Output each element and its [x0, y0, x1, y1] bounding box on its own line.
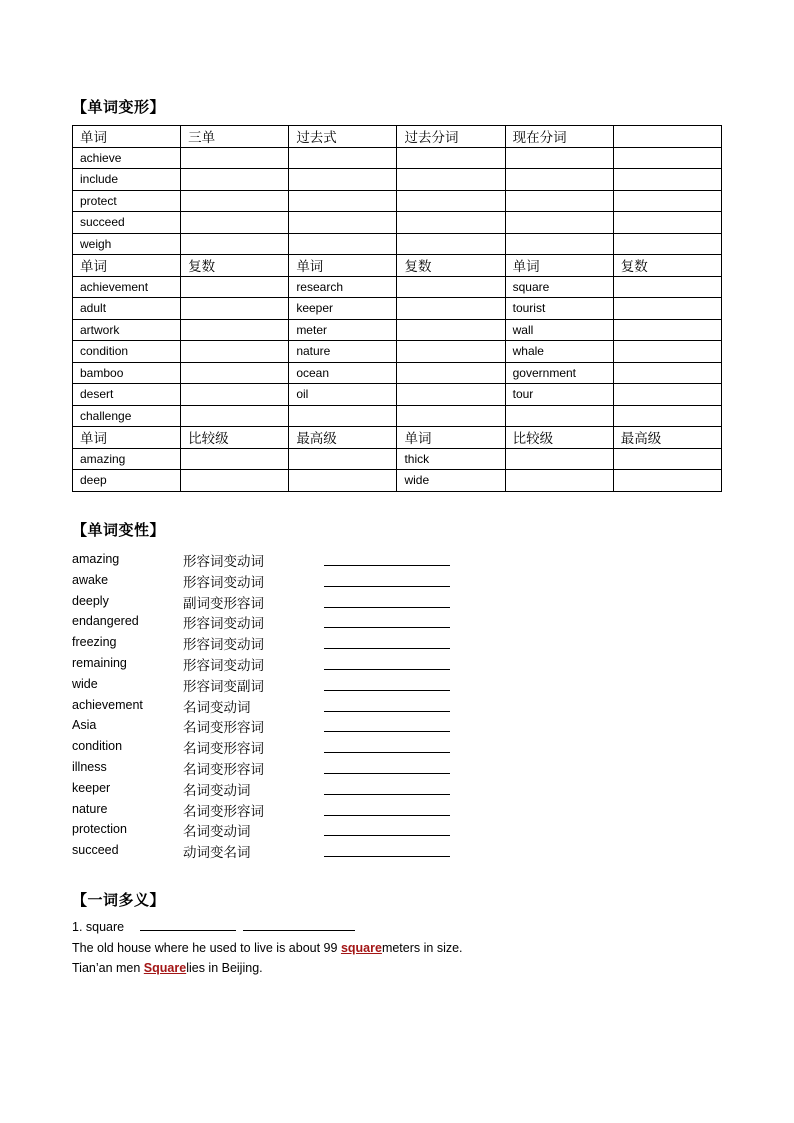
list-item — [72, 675, 472, 696]
answer-cell[interactable] — [289, 233, 397, 255]
table-cell: 复数 — [613, 255, 721, 277]
derivation-task: 名词变动词 — [183, 699, 251, 716]
list-item — [72, 654, 472, 675]
answer-blank[interactable] — [324, 711, 450, 712]
table-cell: artwork — [73, 319, 181, 341]
list-item — [72, 779, 472, 800]
table-cell: 过去分词 — [397, 126, 505, 148]
answer-blank[interactable] — [324, 794, 450, 795]
table-cell: 单词 — [505, 255, 613, 277]
derivation-task: 形容词变动词 — [183, 616, 264, 633]
derivation-task: 形容词变动词 — [183, 574, 264, 591]
derivation-task: 形容词变副词 — [183, 678, 264, 695]
sentence1-keyword: square — [340, 941, 382, 955]
derivation-word: condition — [72, 739, 123, 754]
derivation-task: 名词变形容词 — [183, 720, 264, 737]
table-cell: bamboo — [73, 362, 181, 384]
table-cell: achieve — [73, 147, 181, 169]
answer-cell[interactable] — [505, 169, 613, 191]
table-row — [73, 384, 722, 406]
answer-blank[interactable] — [324, 815, 450, 816]
table-cell: tourist — [505, 298, 613, 320]
answer-cell[interactable] — [397, 319, 505, 341]
table-row — [73, 405, 722, 427]
derivation-word: achievement — [72, 697, 143, 712]
answer-blank[interactable] — [324, 607, 450, 608]
table-row — [73, 233, 722, 255]
list-item — [72, 571, 472, 592]
derivation-word: amazing — [72, 552, 120, 566]
answer-blank[interactable] — [324, 690, 450, 691]
answer-cell[interactable] — [397, 384, 505, 406]
table-row — [73, 169, 722, 191]
table-row — [73, 362, 722, 384]
section-title-polysemy: 【一词多义】 — [72, 891, 166, 909]
table-cell: government — [505, 362, 613, 384]
answer-blank[interactable] — [324, 773, 450, 774]
list-item — [72, 696, 472, 717]
answer-cell[interactable] — [397, 190, 505, 212]
answer-cell[interactable] — [289, 212, 397, 234]
answer-cell[interactable] — [613, 448, 721, 470]
section-title-word-derivation: 【单词变性】 — [72, 521, 166, 539]
answer-cell[interactable] — [613, 341, 721, 363]
table-cell: amazing — [73, 448, 181, 470]
list-item — [72, 800, 472, 821]
table-cell: condition — [73, 341, 181, 363]
table-cell: adult — [73, 298, 181, 320]
table-cell: thick — [397, 448, 505, 470]
list-item — [72, 550, 472, 571]
answer-cell[interactable] — [505, 212, 613, 234]
table-cell: 单词 — [73, 427, 181, 449]
answer-cell[interactable] — [289, 169, 397, 191]
derivation-word: Asia — [72, 718, 97, 733]
answer-cell[interactable] — [181, 384, 289, 406]
answer-cell[interactable] — [613, 298, 721, 320]
answer-cell[interactable] — [181, 233, 289, 255]
derivation-word: freezing — [72, 635, 117, 650]
answer-cell[interactable] — [613, 384, 721, 406]
answer-blank[interactable] — [324, 648, 450, 649]
answer-blank[interactable] — [324, 752, 450, 753]
answer-cell[interactable] — [397, 212, 505, 234]
sentence2-keyword: Square — [143, 961, 187, 975]
table-cell: 单词 — [73, 126, 181, 148]
derivation-task: 名词变动词 — [183, 824, 251, 841]
answer-cell[interactable] — [181, 362, 289, 384]
derivation-word: remaining — [72, 655, 127, 670]
answer-cell[interactable] — [505, 405, 613, 427]
table-cell: 复数 — [397, 255, 505, 277]
table-header-row — [73, 427, 722, 449]
answer-cell[interactable] — [397, 276, 505, 298]
answer-cell[interactable] — [613, 362, 721, 384]
table-cell: include — [73, 169, 181, 191]
derivation-word: protection — [72, 822, 127, 837]
table-cell: 单词 — [397, 427, 505, 449]
table-cell: deep — [73, 470, 181, 492]
derivation-task: 形容词变动词 — [183, 657, 264, 674]
derivation-word: keeper — [72, 780, 111, 795]
table-cell: wall — [505, 319, 613, 341]
answer-cell[interactable] — [289, 190, 397, 212]
answer-cell[interactable] — [613, 169, 721, 191]
answer-cell[interactable] — [613, 233, 721, 255]
table-cell: square — [505, 276, 613, 298]
sentence1-before: The old house where he used to live is about 99 — [72, 941, 341, 955]
answer-cell[interactable] — [397, 341, 505, 363]
answer-cell[interactable] — [181, 169, 289, 191]
answer-cell[interactable] — [505, 448, 613, 470]
answer-cell[interactable] — [505, 190, 613, 212]
sentence2-before: Tian’an men — [72, 961, 144, 975]
table-cell: 比较级 — [505, 427, 613, 449]
derivation-word: illness — [72, 759, 107, 774]
table-row — [73, 212, 722, 234]
table-cell: meter — [289, 319, 397, 341]
list-item — [72, 633, 472, 654]
derivation-word: endangered — [72, 614, 139, 629]
table-cell: achievement — [73, 276, 181, 298]
table-row — [73, 341, 722, 363]
table-cell: wide — [397, 470, 505, 492]
table-cell: research — [289, 276, 397, 298]
answer-cell[interactable] — [397, 405, 505, 427]
table-row — [73, 190, 722, 212]
section-title-word-forms: 【单词变形】 — [72, 98, 166, 116]
answer-blank[interactable] — [324, 669, 450, 670]
derivation-list — [72, 550, 472, 862]
answer-blank[interactable] — [324, 586, 450, 587]
answer-cell[interactable] — [613, 212, 721, 234]
derivation-task: 名词变形容词 — [183, 761, 264, 778]
derivation-task: 名词变动词 — [183, 782, 251, 799]
table-cell: oil — [289, 384, 397, 406]
answer-cell[interactable] — [181, 147, 289, 169]
sentence2-after: lies in Beijing. — [186, 961, 263, 975]
derivation-task: 形容词变动词 — [183, 637, 264, 654]
table-cell: 最高级 — [289, 427, 397, 449]
table-row — [73, 470, 722, 492]
table-cell: 现在分词 — [505, 126, 613, 148]
polysemy-item — [72, 920, 355, 934]
table-row — [73, 276, 722, 298]
list-item — [72, 592, 472, 613]
answer-cell[interactable] — [613, 276, 721, 298]
answer-blank[interactable] — [324, 835, 450, 836]
answer-cell[interactable] — [289, 147, 397, 169]
table-cell: 单词 — [73, 255, 181, 277]
example-sentence-2 — [72, 961, 263, 975]
answer-cell[interactable] — [505, 470, 613, 492]
derivation-word: wide — [72, 676, 98, 691]
answer-cell[interactable] — [181, 470, 289, 492]
answer-cell[interactable] — [505, 147, 613, 169]
answer-blank-2[interactable] — [243, 920, 355, 931]
derivation-task: 名词变形容词 — [183, 741, 264, 758]
list-item — [72, 716, 472, 737]
table-cell: 过去式 — [289, 126, 397, 148]
table-cell: 比较级 — [181, 427, 289, 449]
answer-blank[interactable] — [324, 627, 450, 628]
answer-cell[interactable] — [613, 319, 721, 341]
derivation-task: 名词变形容词 — [183, 803, 264, 820]
answer-cell[interactable] — [613, 147, 721, 169]
table-cell: keeper — [289, 298, 397, 320]
table-row — [73, 319, 722, 341]
word-forms-table — [72, 125, 722, 492]
answer-cell[interactable] — [181, 190, 289, 212]
answer-cell[interactable] — [397, 147, 505, 169]
derivation-task: 副词变形容词 — [183, 595, 264, 612]
table-cell: protect — [73, 190, 181, 212]
table-header-row — [73, 255, 722, 277]
list-item — [72, 841, 472, 862]
answer-cell[interactable] — [181, 341, 289, 363]
answer-cell[interactable] — [289, 405, 397, 427]
list-item — [72, 737, 472, 758]
answer-cell[interactable] — [289, 448, 397, 470]
answer-blank-1[interactable] — [140, 920, 236, 931]
answer-cell[interactable] — [613, 470, 721, 492]
answer-cell[interactable] — [397, 233, 505, 255]
answer-blank[interactable] — [324, 565, 450, 566]
table-cell: weigh — [73, 233, 181, 255]
answer-cell[interactable] — [505, 233, 613, 255]
answer-cell[interactable] — [289, 470, 397, 492]
answer-cell[interactable] — [181, 448, 289, 470]
answer-blank[interactable] — [324, 856, 450, 857]
answer-cell[interactable] — [181, 276, 289, 298]
table-row — [73, 448, 722, 470]
table-cell: 单词 — [289, 255, 397, 277]
answer-blank[interactable] — [324, 731, 450, 732]
table-cell: ocean — [289, 362, 397, 384]
list-item — [72, 612, 472, 633]
polysemy-item-label: 1. square — [72, 920, 125, 934]
table-cell: 最高级 — [613, 427, 721, 449]
table-cell: tour — [505, 384, 613, 406]
table-cell: challenge — [73, 405, 181, 427]
table-row — [73, 298, 722, 320]
list-item — [72, 758, 472, 779]
answer-cell[interactable] — [397, 362, 505, 384]
answer-cell[interactable] — [181, 405, 289, 427]
table-cell: desert — [73, 384, 181, 406]
derivation-word: succeed — [72, 843, 119, 858]
derivation-task: 形容词变动词 — [183, 554, 264, 570]
answer-cell[interactable] — [181, 319, 289, 341]
answer-cell[interactable] — [613, 190, 721, 212]
table-header-row — [73, 126, 722, 148]
answer-cell[interactable] — [181, 298, 289, 320]
table-cell: nature — [289, 341, 397, 363]
answer-cell[interactable] — [397, 169, 505, 191]
answer-cell[interactable] — [613, 405, 721, 427]
sentence1-after: meters in size. — [381, 941, 463, 955]
derivation-word: deeply — [72, 593, 109, 608]
table-cell: 复数 — [181, 255, 289, 277]
derivation-word: nature — [72, 801, 108, 816]
answer-cell[interactable] — [397, 298, 505, 320]
answer-cell[interactable] — [181, 212, 289, 234]
table-cell: succeed — [73, 212, 181, 234]
table-row — [73, 147, 722, 169]
table-cell — [613, 126, 721, 148]
derivation-task: 动词变名词 — [183, 845, 251, 862]
example-sentence-1 — [72, 941, 463, 955]
table-cell: whale — [505, 341, 613, 363]
derivation-word: awake — [72, 572, 109, 587]
table-cell: 三单 — [181, 126, 289, 148]
list-item — [72, 820, 472, 841]
